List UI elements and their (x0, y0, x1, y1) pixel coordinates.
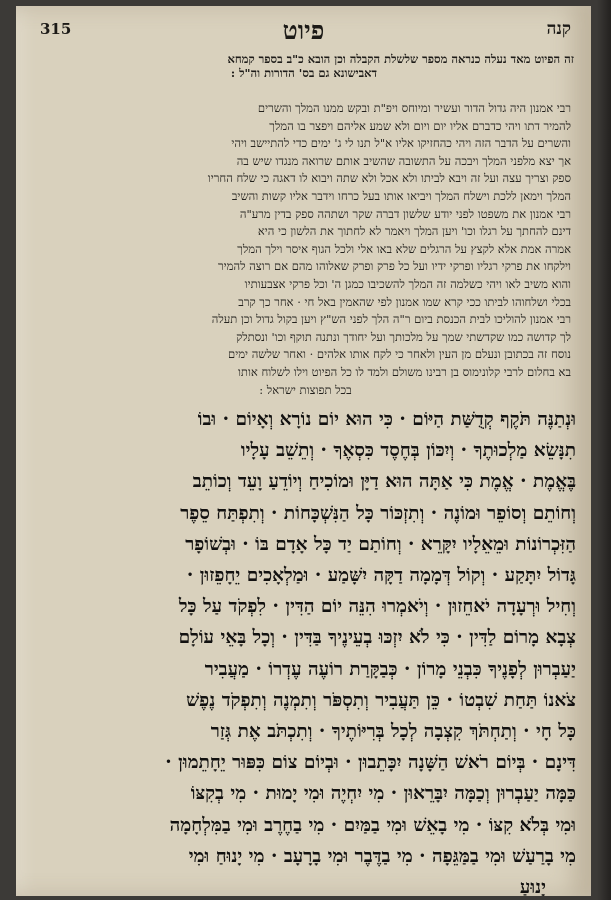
poem-line: צֹאנוֹ תַּחַת שִׁבְטוֹ · כֵּן תַּעֲבִיר וְתִסְפֹּר וְתִמְנֶה וְתִפְקֹד נֶפֶשׁ (186, 689, 576, 711)
handwritten-note (40, 100, 571, 399)
intro-line: זה הפיוט מאד נעלה כנראה מספר שלשלת הקבלה וכן הובא כ"ב בספר קמחא (227, 52, 574, 66)
note-line: בכל תפוצות ישראל : (259, 382, 352, 397)
note-line: להמיר דתו ויהי כדברם אליו יום ויום ולא שמע אליהם ויפצר בו המלך (269, 118, 571, 133)
poem-line: יָנוּעַ (519, 877, 546, 896)
poem-line: גָּדוֹל יִתָּקַע · וְקוֹל דְּמָמָה דַקָּה יִשָּׁמַע · וּמַלְאָכִים יֵחָפֵזוּן · (186, 565, 576, 587)
note-line: וילקחו את פרקי רגליו ופרקי ידיו ועל כל פרק ופרק שאלוהו מהם אם רוצה להמיר (218, 259, 571, 274)
poem-line: וְחוֹתֵם וְסוֹפֵר וּמוֹנֶה · וְתִזְכּוֹר כָּל הַנִּשְׁכָּחוֹת · וְתִפְתַּח סֵפֶר (180, 502, 576, 524)
note-line: והשרים על הדבר הזה ויהי כהחזיקו אליו א"ל תנו לי ג' ימים כדי להתיישב ויהי (231, 136, 571, 151)
note-line: נוסח זה בכתובן ונעלם מן העין ולאחר כי לקח אותו אלהים · ואחר שלשה ימים (228, 347, 571, 362)
poem-body (26, 404, 576, 896)
note-line: לך קדושה כמו שקדשתי שמך על מלכותך ועל יחודך ונתנה תוקף וכו' ונסתלק (236, 329, 571, 344)
poem-line: יַעַבְרוּן לְפָנֶיךָ כִּבְנֵי מָרוֹן · כְּבַקָּרַת רוֹעֶה עֶדְרוֹ · מַעֲבִיר (204, 658, 576, 680)
poem-line: וּמִי בְּלֹא קִצּוֹ · מִי בָאֵשׁ וּמִי בַמַּיִם · מִי בַחֶרֶב וּמִי בַמִּלְחָמָה (169, 814, 576, 836)
note-line: בא בחלום לרבי קלונימוס בן רבינו משולם ולמד לו כל הפיוט וילו לשלוח אותו (237, 364, 571, 379)
poem-line: וְחִיל וּרְעָדָה יֹאחֵזוּן · וְיֹאמְרוּ הִנֵּה יוֹם הַדִּין · לִפְקֹד עַל כָּל (178, 596, 576, 618)
intro-paragraph (34, 52, 574, 80)
poem-line: כָּל חָי · וְתַחְתֹּךְ קִצְבָה לְכָל בְּרִיּוֹתֶיךָ · וְתִכְתֹּב אֶת גְּזַר (210, 721, 576, 743)
poem-line: תִנָּשֵׂא מַלְכוּתֶךָ · וְיִכּוֹן בְּחֶסֶד כִּסְאֶךָ · וְתֵשֵׁב עָלָיו (240, 440, 576, 462)
note-line: רבי אמנון את משפטו לפני יודע שלשון דברה שקר ושתהה ספק בדין מרע"ה (239, 206, 571, 221)
note-line: המלך וימאן ללכת וישלח המלך ויביאו אותו בעל כרחו וידבר אליו קשות והשיב (231, 188, 571, 203)
hebrew-page-number: קנה (546, 19, 571, 39)
note-line: רבי אמנון להוליכו לבית הכנסת ביום ר"ה הלך לפני הש"ץ ויען בקול גדול וכן תעלה (211, 312, 571, 327)
poem-line: כַּמָּה יַעַבְרוּן וְכַמָּה יִבָּרֵאוּן · מִי יִחְיֶה וּמִי יָמוּת · מִי בְקִצּוֹ (190, 783, 576, 805)
poem-line: בֶּאֱמֶת · אֱמֶת כִּי אַתָּה הוּא דַיָּן וּמוֹכִיחַ וְיוֹדֵעַ וָעֵד וְכוֹתֵב (192, 471, 576, 493)
page-header (16, 6, 591, 46)
page-title: פיוט (282, 16, 325, 45)
poem-line: הַזִּכְרוֹנוֹת וּמֵאֵלָיו יִקָּרֵא · וְחוֹתַם יַד כָּל אָדָם בּוֹ · וּבְשׁוֹפָר (185, 533, 576, 555)
poem-line: מִי בָרַעַשׁ וּמִי בַמַּגֵּפָה · מִי בַדֶּבֶר וּמִי בָרָעָב · מִי יָנוּחַ וּמִי (188, 845, 576, 867)
note-line: רבי אמנון היה גדול הדור ועשיר ומיוחס ויפ"ת ובקש ממנו המלך והשרים (257, 101, 571, 115)
poem-line: צְבָא מָרוֹם לַדִּין · כִּי לֹא יִזְכּוּ בְעֵינֶיךָ בַּדִּין · וְכָל בָּאֵי עוֹלָם (178, 627, 576, 649)
note-line: אך יצא מלפני המלך ויבכה על התשובה שהשיב אותם שרואה מנגדו שיש בה (236, 153, 571, 168)
note-line: והוא משיב לאו ויהי כשלמה זה המלך להשכיבו כמגן ה' וכל פרקי אצבעותיו (244, 276, 571, 291)
poem-line: וּנְתַנֶּה תֹּקֶף קְדֻשַּׁת הַיּוֹם · כִּי הוּא יוֹם נוֹרָא וְאָיוֹם · וּבוֹ (197, 409, 576, 430)
intro-line: דאבישונא גם בס' הדורות וה"ל : (230, 66, 378, 80)
poem-line: דִּינָם · בְּיוֹם רֹאשׁ הַשָּׁנָה יִכָּתֵבוּן · וּבְיוֹם צוֹם כִּפּוּר יֵחָתֵמוּן · (165, 752, 576, 774)
note-line: אמרה אמת אלא לקצץ על הרגלים שלא באו אלי ולכל הגוף איסר וילך המלך (237, 241, 571, 256)
note-line: ספק וצריך עצה ועל זה ויבא לביתו ולא אכל ולא שתה ויבוא לו דאגה כי שלח החריו (207, 171, 571, 186)
note-line: דינם להחתך על רגלו וכו' ויען המלך ויאמר לא לחתוך את הלשון כי היא (257, 224, 571, 239)
page-number: 315 (40, 20, 72, 38)
book-page (16, 6, 591, 896)
note-line: בכלי ושלחוהו לביתו ככי קרא שמו אמנון לפי שהאמין באל חי · אחר כך קרב (238, 294, 571, 309)
page-edge-shadow (597, 0, 611, 900)
